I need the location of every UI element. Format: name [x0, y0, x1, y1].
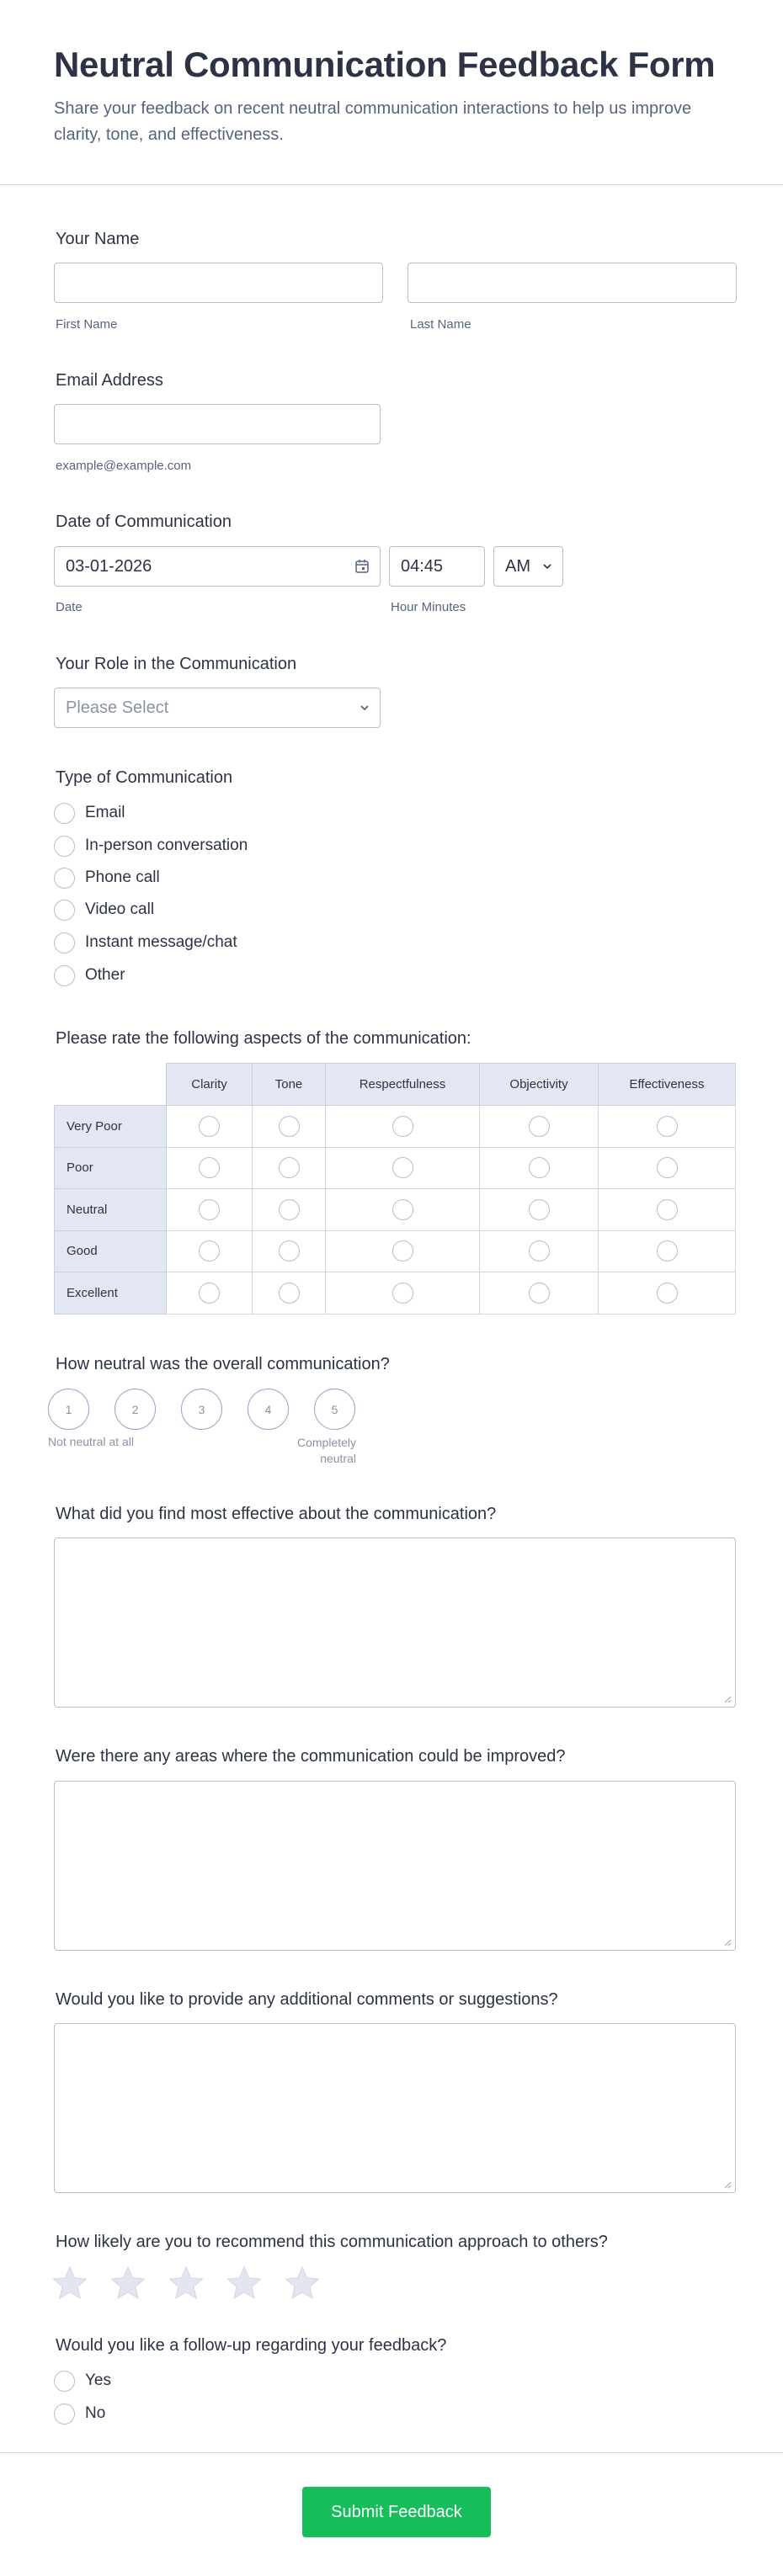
improve-textarea[interactable] — [54, 1781, 736, 1951]
matrix-radio[interactable] — [657, 1240, 678, 1261]
matrix-col-clarity: Clarity — [167, 1064, 253, 1106]
matrix-radio[interactable] — [199, 1199, 220, 1220]
matrix-row — [55, 1272, 736, 1315]
comments-label: Would you like to provide any additional comments or suggestions? — [56, 1990, 558, 2009]
star-icon[interactable] — [109, 2265, 146, 2301]
radio-button[interactable] — [54, 932, 75, 953]
resize-handle-icon[interactable] — [724, 1939, 732, 1947]
matrix-label: Please rate the following aspects of the communication: — [56, 1029, 471, 1048]
matrix-radio[interactable] — [392, 1283, 413, 1304]
star-icon[interactable] — [168, 2265, 205, 2301]
scale-min-label: Not neutral at all — [48, 1435, 134, 1448]
calendar-icon[interactable] — [354, 559, 370, 574]
last-name-input[interactable] — [407, 263, 737, 303]
matrix-row — [55, 1147, 736, 1189]
time-sublabel: Hour Minutes — [391, 600, 466, 614]
effective-textarea[interactable] — [54, 1538, 736, 1708]
date-value: 03-01-2026 — [66, 557, 152, 576]
radio-button[interactable] — [54, 2403, 75, 2425]
type-option-email[interactable] — [54, 802, 125, 824]
comments-textarea[interactable] — [54, 2023, 736, 2193]
option-label: In-person conversation — [85, 837, 248, 854]
matrix-radio[interactable] — [392, 1240, 413, 1261]
matrix-radio[interactable] — [529, 1199, 550, 1220]
radio-button[interactable] — [54, 965, 75, 986]
date-input[interactable] — [54, 546, 381, 587]
scale-option-5[interactable]: 5 — [314, 1389, 355, 1430]
effective-label: What did you find most effective about the communication? — [56, 1505, 497, 1523]
matrix-row — [55, 1106, 736, 1148]
type-option-video[interactable] — [54, 899, 154, 921]
improve-label: Were there any areas where the communication could be improved? — [56, 1747, 566, 1766]
option-label: Instant message/chat — [85, 933, 237, 951]
matrix-col-tone: Tone — [253, 1064, 326, 1106]
matrix-radio[interactable] — [392, 1199, 413, 1220]
matrix-radio[interactable] — [279, 1157, 300, 1178]
resize-handle-icon[interactable] — [724, 2181, 732, 2189]
email-sublabel: example@example.com — [56, 459, 192, 473]
scale-label: How neutral was the overall communication? — [56, 1355, 390, 1373]
scale-option-1[interactable]: 1 — [48, 1389, 89, 1430]
matrix-col-effectiveness: Effectiveness — [599, 1064, 736, 1106]
rating-matrix — [54, 1063, 736, 1315]
matrix-radio[interactable] — [199, 1116, 220, 1137]
matrix-row — [55, 1189, 736, 1231]
matrix-col-respectfulness: Respectfulness — [326, 1064, 480, 1106]
time-value: 04:45 — [401, 557, 444, 576]
matrix-radio[interactable] — [657, 1157, 678, 1178]
type-option-phone[interactable] — [54, 867, 160, 889]
scale-option-3[interactable]: 3 — [181, 1389, 222, 1430]
email-input[interactable] — [54, 404, 381, 444]
radio-button[interactable] — [54, 803, 75, 824]
type-label: Type of Communication — [56, 768, 233, 787]
radio-button[interactable] — [54, 900, 75, 921]
followup-label: Would you like a follow-up regarding your feedback? — [56, 2336, 447, 2355]
matrix-radio[interactable] — [529, 1240, 550, 1261]
matrix-radio[interactable] — [279, 1116, 300, 1137]
option-label: Email — [85, 804, 125, 821]
matrix-radio[interactable] — [657, 1116, 678, 1137]
matrix-radio[interactable] — [392, 1116, 413, 1137]
role-placeholder: Please Select — [66, 698, 169, 717]
email-label: Email Address — [56, 371, 163, 390]
name-label: Your Name — [56, 230, 140, 248]
option-label: Other — [85, 966, 125, 984]
matrix-radio[interactable] — [529, 1116, 550, 1137]
matrix-row-label: Poor — [55, 1147, 167, 1189]
option-label: Yes — [85, 2372, 111, 2389]
type-option-other[interactable] — [54, 964, 125, 986]
scale-option-4[interactable]: 4 — [248, 1389, 289, 1430]
last-name-sublabel: Last Name — [410, 317, 471, 332]
form-title: Neutral Communication Feedback Form — [54, 45, 716, 84]
matrix-row-label: Neutral — [55, 1189, 167, 1231]
date-label: Date of Communication — [56, 513, 232, 531]
type-option-in-person[interactable] — [54, 835, 248, 857]
option-label: Video call — [85, 900, 155, 918]
recommend-label: How likely are you to recommend this communication approach to others? — [56, 2233, 608, 2251]
radio-button[interactable] — [54, 868, 75, 889]
scale-max-label: Completely neutral — [296, 1436, 356, 1465]
matrix-row-label: Excellent — [55, 1272, 167, 1315]
submit-button[interactable]: Submit Feedback — [302, 2487, 491, 2537]
type-option-chat[interactable] — [54, 932, 237, 953]
matrix-radio[interactable] — [199, 1157, 220, 1178]
matrix-radio[interactable] — [657, 1283, 678, 1304]
radio-button[interactable] — [54, 836, 75, 857]
form-header — [0, 0, 783, 185]
matrix-radio[interactable] — [529, 1157, 550, 1178]
matrix-radio[interactable] — [199, 1240, 220, 1261]
matrix-radio[interactable] — [529, 1283, 550, 1304]
matrix-row-label: Very Poor — [55, 1106, 167, 1148]
matrix-radio[interactable] — [657, 1199, 678, 1220]
chevron-down-icon — [360, 703, 370, 713]
chevron-down-icon — [542, 561, 552, 571]
form-description: Share your feedback on recent neutral communication interactions to help us improve clarity, tone, and effectiveness. — [54, 99, 692, 144]
resize-handle-icon[interactable] — [724, 1696, 732, 1703]
time-input[interactable] — [389, 546, 485, 587]
option-label: Phone call — [85, 868, 160, 886]
matrix-radio[interactable] — [279, 1283, 300, 1304]
followup-option-no[interactable] — [54, 2403, 105, 2425]
star-icon[interactable] — [226, 2265, 263, 2301]
role-label: Your Role in the Communication — [56, 655, 297, 673]
first-name-input[interactable] — [54, 263, 383, 303]
matrix-col-objectivity: Objectivity — [480, 1064, 599, 1106]
option-label: No — [85, 2404, 106, 2422]
form-footer — [0, 2452, 783, 2576]
matrix-corner — [55, 1064, 167, 1106]
radio-button[interactable] — [54, 2371, 75, 2392]
matrix-row-label: Good — [55, 1230, 167, 1272]
followup-option-yes[interactable] — [54, 2370, 111, 2392]
matrix-radio[interactable] — [199, 1283, 220, 1304]
role-select[interactable] — [54, 688, 381, 728]
first-name-sublabel: First Name — [56, 317, 118, 332]
matrix-row — [55, 1230, 736, 1272]
star-icon[interactable] — [284, 2265, 321, 2301]
scale-option-2[interactable]: 2 — [115, 1389, 156, 1430]
matrix-radio[interactable] — [279, 1199, 300, 1220]
matrix-radio[interactable] — [279, 1240, 300, 1261]
matrix-radio[interactable] — [392, 1157, 413, 1178]
star-icon[interactable] — [51, 2265, 88, 2301]
ampm-select[interactable] — [493, 546, 563, 587]
ampm-value: AM — [505, 557, 530, 576]
date-sublabel: Date — [56, 600, 83, 614]
